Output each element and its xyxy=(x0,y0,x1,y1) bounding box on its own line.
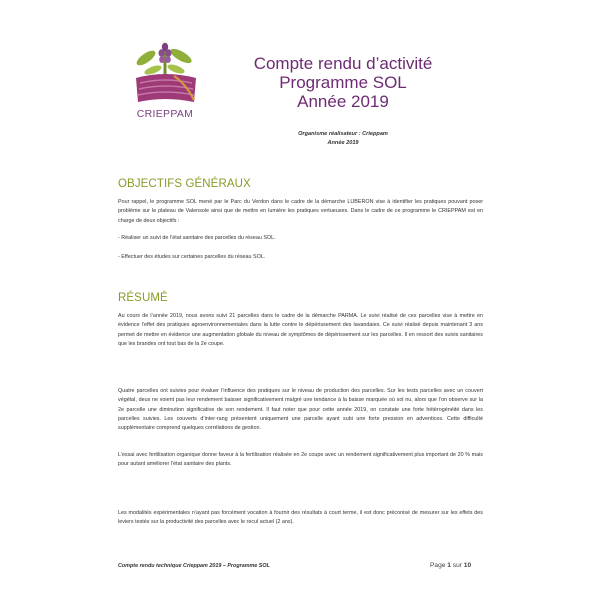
title-line-2: Programme SOL xyxy=(279,73,407,92)
lavender-field-icon xyxy=(124,40,206,108)
page-sep: sur xyxy=(452,562,462,569)
footer-title: Compte rendu technique Crieppam 2019 – Programme SOL xyxy=(118,563,270,569)
document-title xyxy=(218,54,468,111)
paragraph-objectifs-intro: Pour rappel, le programme SOL mené par le Parc du Verdon dans le cadre de la démarche LUBERON vise à identifier les pratiques pouvant poser problème sur le plateau de Valensole ainsi que de mettre en lumière les pratiques vertueuses. Dans le cadre de ce programme le CRIEPPAM est en charge de deux objectifs : xyxy=(118,199,483,224)
title-line-3: Année 2019 xyxy=(297,92,389,111)
list-item-objectif-1: - Réaliser un suivi de l’état sanitaire des parcelles du réseau SOL. xyxy=(118,235,276,241)
paragraph-resume-1: Au cours de l’année 2019, nous avons suivi 21 parcelles dans le cadre de la démarche PARMA. Le suivi réalisé de ces parcelles vise à mettre en évidence l’effet des pratiques agroenvironnementales dans la lutte contre le dépérissement des lavandaies. Ce suivi réalisé depuis maintenant 3 ans permet de mettre en évidence une augmentation globale du niveau de symptômes de dépérissement sur les parcelles. Il en ressort des suivis sanitaires que les brandes ont tout bas de la 2e coupe. xyxy=(118,313,483,347)
paragraph-resume-2: Quatre parcelles ont suivies pour évaluer l’influence des pratiques sur le niveau de production des parcelles. Sur les tests parcelles avec un couvert végétal, deux ne voient pas leur rendement baisser significativement malgré une tendance à la baisse marquée où sol nu, alors que l’on observe sur la 2e parcelle une diminution significative de son rendement. Il faut noter que pour cette année 2019, on constate une forte hétérogénéité dans les parcelles suivies. Les couverts d’inter-rang présentent uniquement une parcelle ayant subi une forte pression en adventices. Cette difficulté supplémentaire comprend quelques corrélations de gestion. xyxy=(118,388,483,432)
meta-organisme: Organisme réalisateur : Crieppam xyxy=(298,131,388,137)
page-total: 10 xyxy=(463,562,472,569)
document-meta xyxy=(218,130,468,148)
page-label: Page xyxy=(430,562,446,569)
paragraph-resume-4: Les modalités expérimentales n’ayant pas forcément vocation à fournir des résultats à court terme, il est donc préconisé de mesurer sur les effets des leviers testés sur la productivité des parcelles avec le recul actuel (2 ans). xyxy=(118,510,483,526)
paragraph-resume-3: L’essai avec fertilisation organique donne faveur à la fertilisation réalisée en 2e coupe avec un rendement significativement plus important de 20 % mais pour autant améliorer l’état sanitaire des plants. xyxy=(118,452,483,468)
heading-resume: RÉSUMÉ xyxy=(118,292,168,304)
list-item-objectif-2: - Effectuer des études sur certaines parcelles du réseau SOL. xyxy=(118,254,266,260)
crieppam-logo xyxy=(124,40,206,130)
page-current: 1 xyxy=(447,562,451,569)
heading-objectifs: OBJECTIFS GÉNÉRAUX xyxy=(118,178,251,190)
title-line-1: Compte rendu d’activité xyxy=(253,54,433,73)
page-number xyxy=(430,562,471,569)
meta-annee: Année 2019 xyxy=(327,140,359,146)
logo-text: CRIEPPAM xyxy=(136,108,194,120)
